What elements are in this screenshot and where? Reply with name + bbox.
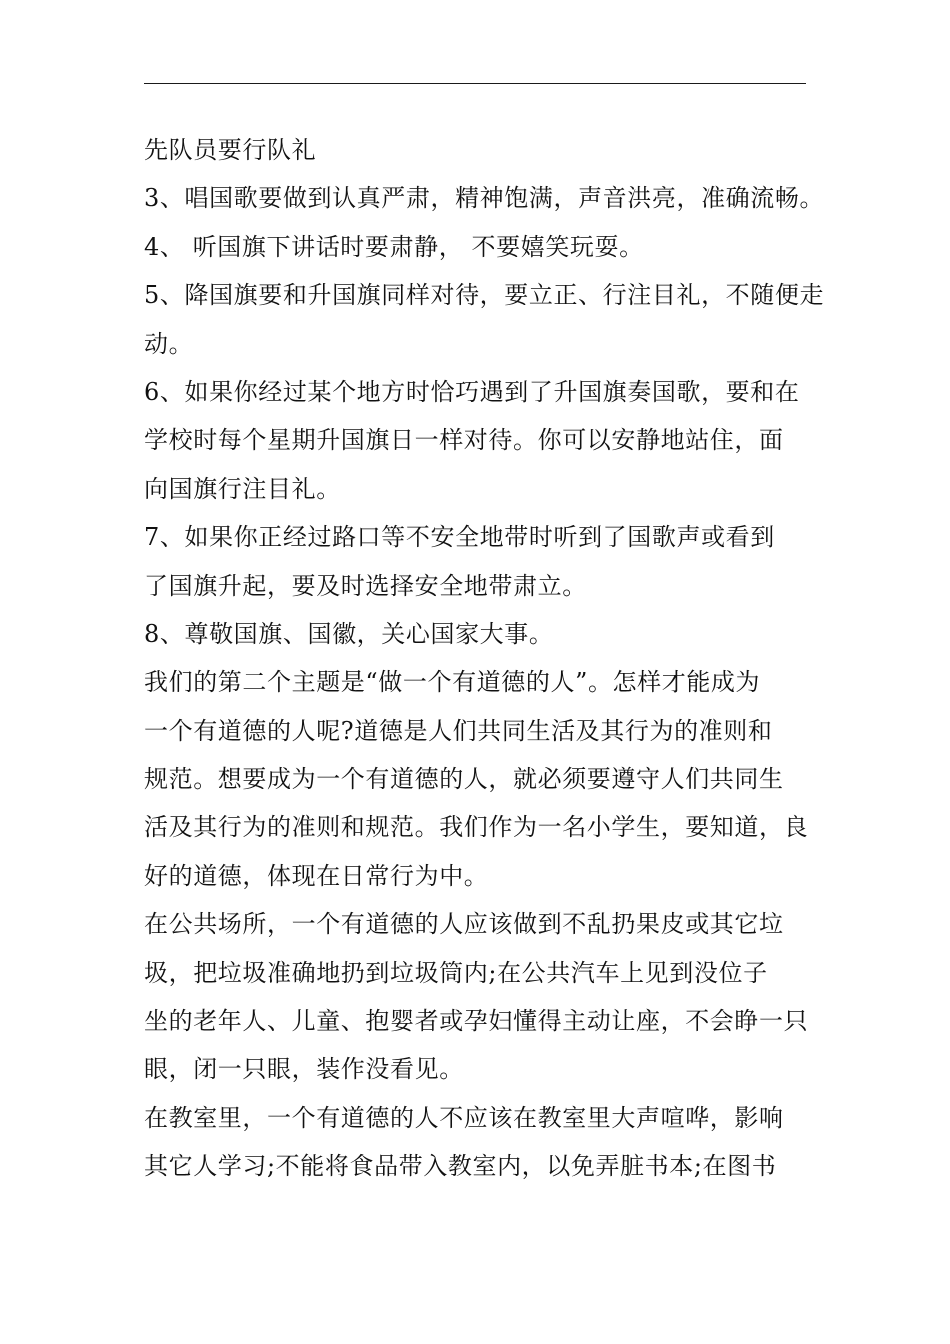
text-line: 眼，闭一只眼，装作没看见。 xyxy=(144,1055,464,1084)
text-line: 活及其行为的准则和规范。我们作为一名小学生，要知道，良 xyxy=(144,813,809,842)
text-line: 学校时每个星期升国旗日一样对待。你可以安静地站住，面 xyxy=(144,426,784,455)
text-line: 在公共场所，一个有道德的人应该做到不乱扔果皮或其它垃 xyxy=(144,910,784,939)
text-line: 7、如果你正经过路口等不安全地带时听到了国歌声或看到 xyxy=(144,523,775,552)
text-line: 坐的老年人、儿童、抱婴者或孕妇懂得主动让座，不会睁一只 xyxy=(144,1007,809,1036)
text-line: 好的道德，体现在日常行为中。 xyxy=(144,861,489,890)
text-line: 规范。想要成为一个有道德的人，就必须要遵守人们共同生 xyxy=(144,765,784,794)
text-line: 4、 听国旗下讲话时要肃静， 不要嬉笑玩耍。 xyxy=(144,232,644,261)
text-line: 6、如果你经过某个地方时恰巧遇到了升国旗奏国歌，要和在 xyxy=(144,377,800,406)
text-line: 8、尊敬国旗、国徽，关心国家大事。 xyxy=(144,619,554,648)
text-line: 先队员要行队礼 xyxy=(144,136,317,164)
text-line: 其它人学习;不能将食品带入教室内，以免弄脏书本;在图书 xyxy=(144,1152,777,1181)
text-line: 了国旗升起，要及时选择安全地带肃立。 xyxy=(144,571,587,600)
text-line: 圾，把垃圾准确地扔到垃圾筒内;在公共汽车上见到没位子 xyxy=(144,958,768,987)
text-line: 动。 xyxy=(144,329,194,358)
text-line: 在教室里，一个有道德的人不应该在教室里大声喧哗，影响 xyxy=(144,1103,784,1132)
text-line: 我们的第二个主题是“做一个有道德的人”。怎样才能成为 xyxy=(144,668,761,697)
header-rule xyxy=(144,83,806,84)
text-line: 5、降国旗要和升国旗同样对待，要立正、行注目礼，不随便走 xyxy=(144,281,825,310)
document-body xyxy=(144,126,825,1191)
text-line: 3、唱国歌要做到认真严肃，精神饱满，声音洪亮，准确流畅。 xyxy=(144,184,825,213)
text-line: 向国旗行注目礼。 xyxy=(144,474,341,503)
text-line: 一个有道德的人呢?道德是人们共同生活及其行为的准则和 xyxy=(144,716,773,745)
